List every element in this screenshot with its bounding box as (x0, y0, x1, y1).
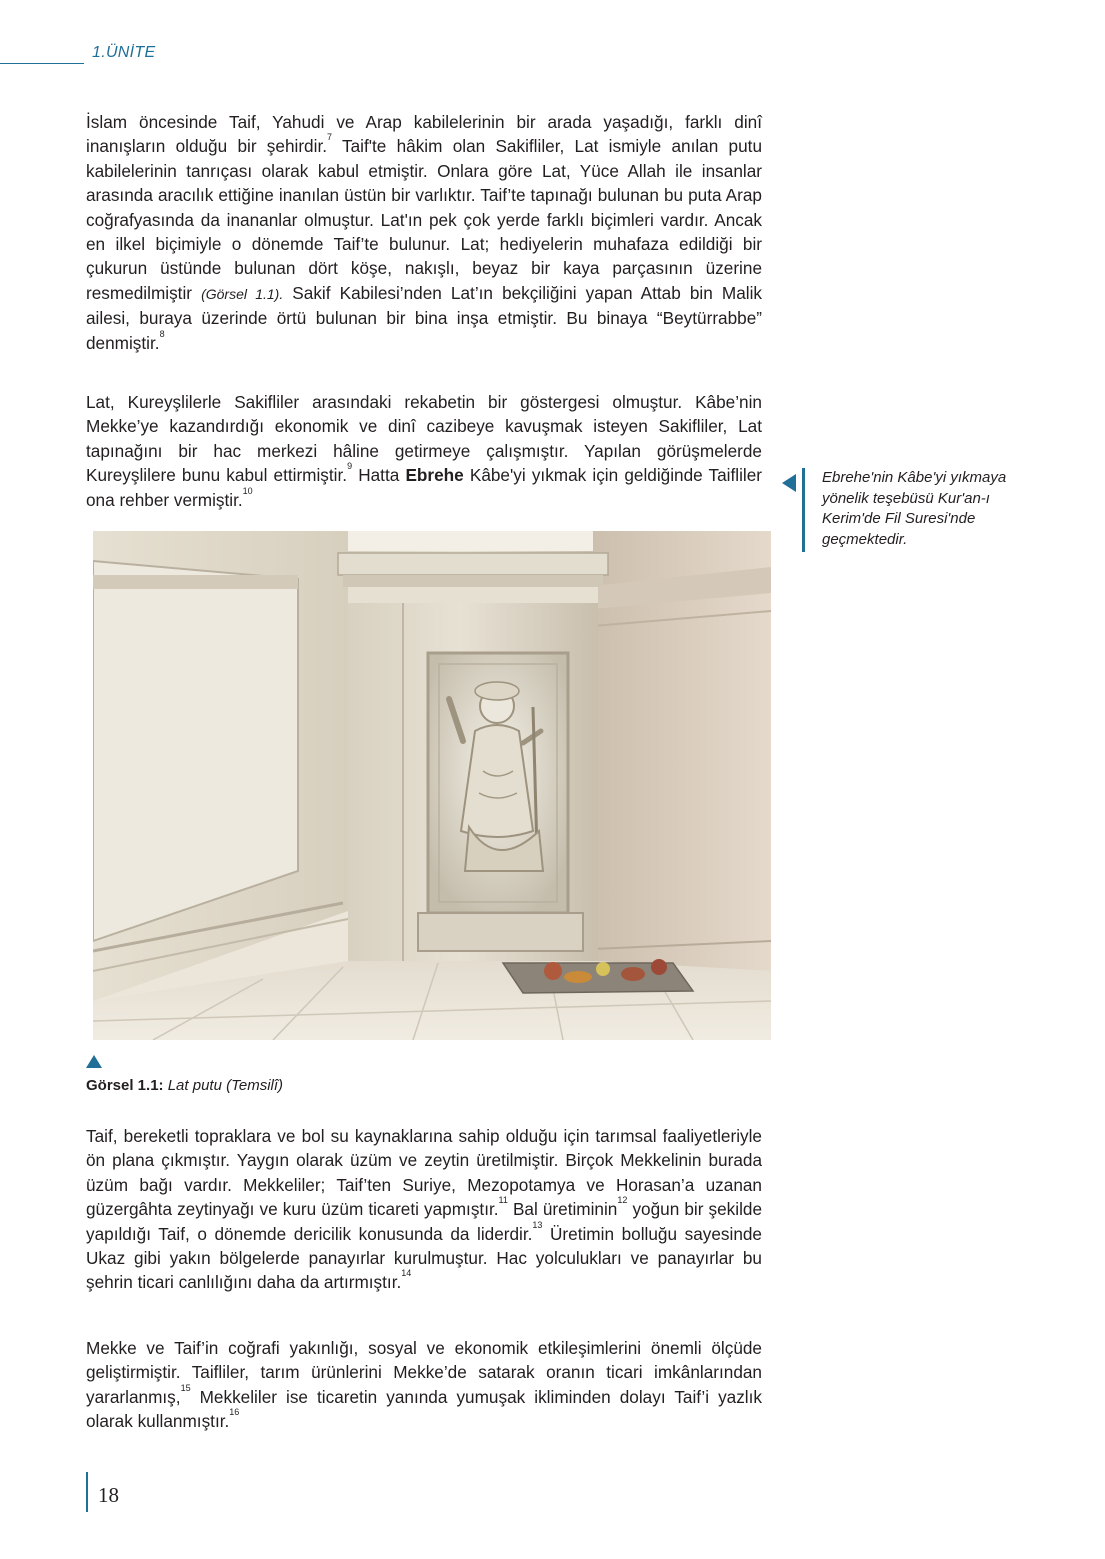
footnote-ref: 16 (229, 1407, 240, 1418)
header-rule (0, 63, 84, 64)
p2-text-1: Lat, Kureyşlilerle Sakifliler arasındaki rekabetin bir göstergesi olmuştur. Kâbe’nin Mekke’ye kazandırdığı ekonomik ve dinî cazibeye kavuşmak isteyen Sakifliler, Lat tapınağını bir hac merkezi hâline getirmeye çalışmıştır. Yapılan görüşmelerde Kureyşlilere bunu kabul ettirmiştir. (86, 392, 762, 486)
footnote-ref: 10 (242, 485, 253, 496)
p1-text-1: İslam öncesinde Taif, Yahudi ve Arap kabilelerinin bir arada yaşadığı, farklı dinî inanışların olduğu bir şehirdir. (86, 112, 762, 157)
side-note-arrow-icon (782, 474, 796, 492)
paragraph-4 (86, 1336, 762, 1434)
p3-text-1: Taif, bereketli topraklara ve bol su kaynaklarına sahip olduğu için tarımsal faaliyetleriyle ön plana çıkmıştır. Yaygın olarak üzüm ve zeytin üretilmiştir. Birçok Mekkelinin burada üzüm bağı vardır. Mekkeliler; Taif’ten Suriye, Mezopotamya ve Horasan’a uzanan güzergâhta zeytinyağı ve kuru üzüm ticareti yapmıştır. (86, 1126, 762, 1220)
paragraph-3 (86, 1124, 762, 1295)
caption-arrow-icon (86, 1055, 102, 1068)
illustration-svg (93, 531, 771, 1040)
paragraph-1 (86, 110, 762, 355)
page-number: 18 (98, 1483, 119, 1507)
footnote-ref: 12 (617, 1195, 628, 1206)
p3-text-3: yoğun bir şekilde yapıldığı Taif, o dönemde dericilik konusunda da liderdir. (86, 1199, 763, 1244)
footnote-ref: 13 (532, 1219, 543, 1230)
unit-label: 1.ÜNİTE (92, 44, 156, 61)
side-note-text: Ebrehe'nin Kâbe'yi yıkmaya yönelik teşebüsü Kur'an-ı Kerim'de Fil Suresi'nde geçmektedir. (822, 469, 1007, 548)
footnote-ref: 14 (401, 1268, 412, 1279)
side-note (782, 468, 1032, 552)
side-note-bar (802, 468, 805, 552)
footnote-ref: 9 (347, 461, 353, 472)
footer-rule (86, 1472, 88, 1512)
p2-text-2: Hatta (352, 465, 406, 486)
lat-idol-illustration (93, 531, 771, 1040)
p4-text-2: Mekkeliler ise ticaretin yanında yumuşak ikliminden dolayı Taif’i yazlık olarak kullanmıştır. (86, 1386, 762, 1432)
bold-term-ebrehe: Ebrehe (405, 465, 464, 486)
footnote-ref: 15 (180, 1382, 191, 1393)
p3-text-2: Bal üretiminin (507, 1199, 618, 1220)
p1-text-3: Sakif Kabilesi’nden Lat’ın bekçiliğini yapan Attab bin Malik ailesi, buraya üzerinde örtü bulunan bir bina inşa etmiştir. Bu binaya “Beytürrabbe” denmiştir. (86, 282, 762, 353)
footnote-ref: 8 (159, 328, 165, 339)
p2-text-3: Kâbe'yi yıkmak için geldiğinde Taifliler ona rehber vermiştir. (86, 465, 762, 510)
paragraph-2 (86, 390, 762, 512)
p1-text-2: Taif'te hâkim olan Sakifliler, Lat ismiyle anılan putu kabilelerinin tanrıçası olarak kabul etmiştir. Onlara göre Lat, Yüce Allah ile insanlar arasında aracılık ettiğine inanılan üstün bir varlıktır. Taif’te tapınağı bulunan bu puta Arap coğrafyasında da inananlar olmuştur. Lat'ın pek çok yerde farklı biçimleri vardır. Ancak en ilkel biçimiyle o dönemde Taif’te bulunur. Lat; hediyelerin muhafaza edildiği bir çukurun üstünde bulunan dört köşe, nakışlı, beyaz bir kaya parçasının üzerine resmedilmiştir (86, 136, 762, 303)
footnote-ref: 7 (327, 132, 333, 143)
caption-text: Lat putu (Temsilî) (163, 1077, 284, 1094)
caption-label: Görsel 1.1: (86, 1077, 164, 1094)
p3-text-4: Üretimin bolluğu sayesinde Ukaz gibi yakın bölgelerde panayırlar kurulmuştur. Hac yolculukları ve panayırlar bu şehrin ticari canlılığını daha da artırmıştır. (86, 1223, 762, 1293)
p4-text-1: Mekke ve Taif’in coğrafi yakınlığı, sosyal ve ekonomik etkileşimlerini önemli ölçüde geliştirmiştir. Taifliler, tarım ürünlerini Mekke’de satarak oranın ticari imkânlarından yararlanmış, (86, 1338, 762, 1407)
figure-caption (86, 1077, 283, 1094)
figure-reference: (Görsel 1.1). (201, 285, 284, 302)
footnote-ref: 11 (498, 1195, 508, 1206)
